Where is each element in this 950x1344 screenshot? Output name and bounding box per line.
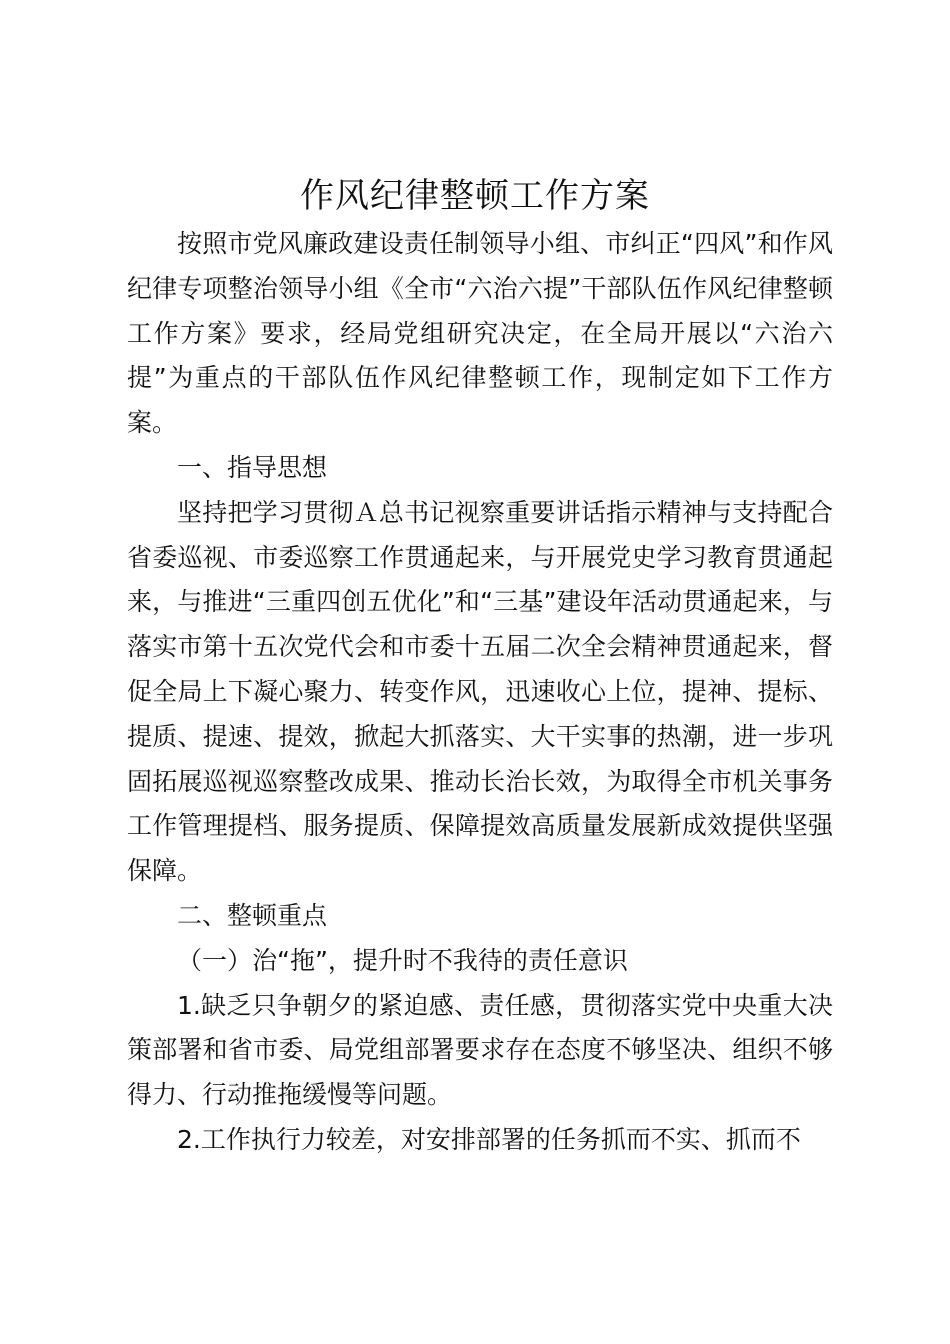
guiding-ideology-paragraph: 坚持把学习贯彻Ａ总书记视察重要讲话指示精神与支持配合省委巡视、市委巡察工作贯通起来，与开展党史学习教育贯通起来，与推进“三重四创五优化”和“三基”建设年活动贯通起来，与落实市第十五次党代会和市委十五届二次全会精神贯通起来，督促全局上下凝心聚力、转变作风，迅速收心上位，提神、提标、提质、提速、提效，掀起大抓落实、大干实事的热潮，进一步巩固拓展巡视巡察整改成果、推动长治长效，为取得全市机关事务工作管理提档、服务提质、保障提效高质量发展新成效提供坚强保障。 bbox=[127, 497, 833, 886]
document-body bbox=[127, 222, 833, 1163]
subsection-heading-procrastination: （一）治“拖”，提升时不我待的责任意识 bbox=[177, 945, 628, 975]
section-heading-guiding-ideology: 一、指导思想 bbox=[177, 452, 328, 482]
list-item-2: 2.工作执行力较差，对安排部署的任务抓而不实、抓而不 bbox=[177, 1124, 801, 1154]
intro-paragraph: 按照市党风廉政建设责任制领导小组、市纠正“四风”和作风纪律专项整治领导小组《全市“六治六提”干部队伍作风纪律整顿工作方案》要求，经局党组研究决定，在全局开展以“六治六提”为重点的干部队伍作风纪律整顿工作，现制定如下工作方案。 bbox=[127, 229, 833, 438]
section-heading-rectification-focus: 二、整顿重点 bbox=[177, 900, 328, 930]
list-item-1: 1.缺乏只争朝夕的紧迫感、责任感，贯彻落实党中央重大决策部署和省市委、局党组部署要求存在态度不够坚决、组织不够得力、行动推拖缓慢等问题。 bbox=[127, 990, 833, 1110]
document-title: 作风纪律整顿工作方案 bbox=[300, 176, 650, 216]
